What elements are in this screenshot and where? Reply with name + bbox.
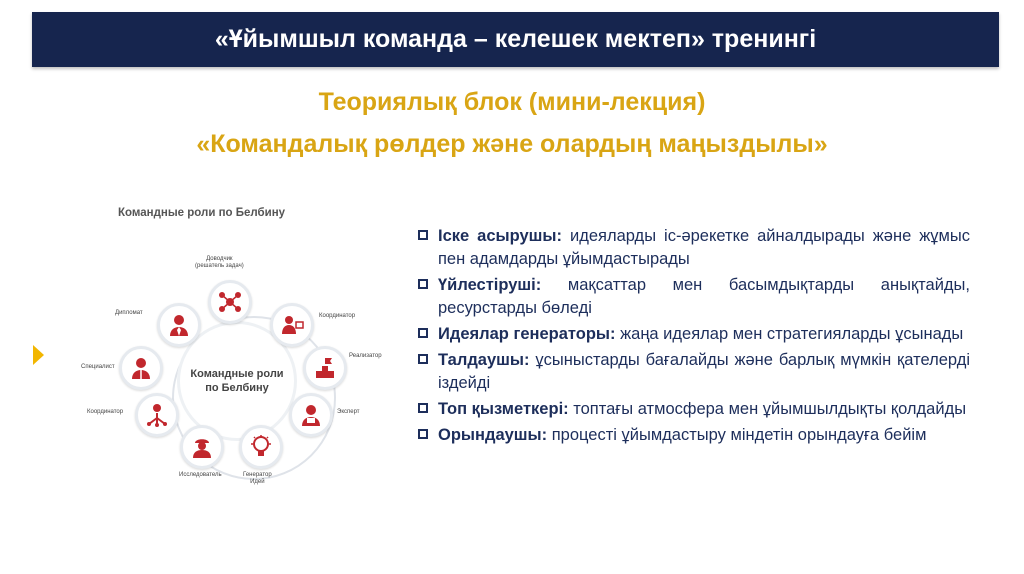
list-item: Іске асырушы: идеяларды іс-әрекетке айналдырады және жұмыс пен адамдарды ұйымдастырады (418, 225, 970, 271)
node-label-0: Доводчик (решатель задач) (195, 256, 244, 269)
expert-icon (289, 393, 333, 437)
explorer-icon (180, 425, 224, 469)
node-label-5: Исследователь (179, 472, 222, 478)
slide-title: «Ұйымшыл команда – келешек мектеп» тренингі (214, 25, 817, 53)
flag-podium-icon (303, 346, 347, 390)
subtitle-line-1: Теориялық блок (мини-лекция) (318, 88, 706, 116)
node-label-1: Координатор (319, 313, 356, 319)
list-item: Талдаушы: ұсыныстарды бағалайды және барлық мүмкін қателерді іздейді (418, 349, 970, 395)
checkbox-icon (418, 279, 428, 289)
arrow-right-icon (33, 345, 44, 365)
diplomat-icon (157, 303, 201, 347)
checkbox-icon (418, 354, 428, 364)
checkbox-icon (418, 230, 428, 240)
center-label-line-2: по Белбину (205, 382, 269, 394)
list-item: Орындаушы: процесті ұйымдастыру міндетін орындауға бейім (418, 424, 970, 447)
title-bar (32, 12, 999, 67)
node-label-2: Реализатор (349, 353, 382, 359)
checkbox-icon (418, 403, 428, 413)
connector-icon (135, 393, 179, 437)
lightbulb-icon (239, 425, 283, 469)
node-label-6: Координатор (87, 409, 124, 415)
node-label-4: Генератор Идей (243, 472, 272, 485)
list-item: Үйлестіруші: мақсаттар мен басымдықтарды анықтайды, ресурстарды бөледі (418, 274, 970, 320)
node-label-8: Дипломат (115, 310, 143, 316)
diagram-heading: Командные роли по Белбину (118, 207, 286, 219)
checkbox-icon (418, 429, 428, 439)
specialist-icon (119, 346, 163, 390)
presenter-icon (270, 303, 314, 347)
roles-list (418, 225, 970, 450)
center-label-line-1: Командные роли (190, 368, 284, 380)
node-label-7: Специалист (81, 364, 115, 370)
network-icon (208, 280, 252, 324)
node-label-3: Эксперт (337, 409, 360, 415)
subtitle-line-2: «Командалық рөлдер және олардың маңыздылы» (196, 130, 828, 158)
belbin-diagram (75, 200, 395, 490)
list-item: Топ қызметкері: топтағы атмосфера мен ұйымшылдықты қолдайды (418, 398, 970, 421)
checkbox-icon (418, 328, 428, 338)
list-item: Идеялар генераторы: жаңа идеялар мен стратегияларды ұсынады (418, 323, 970, 346)
